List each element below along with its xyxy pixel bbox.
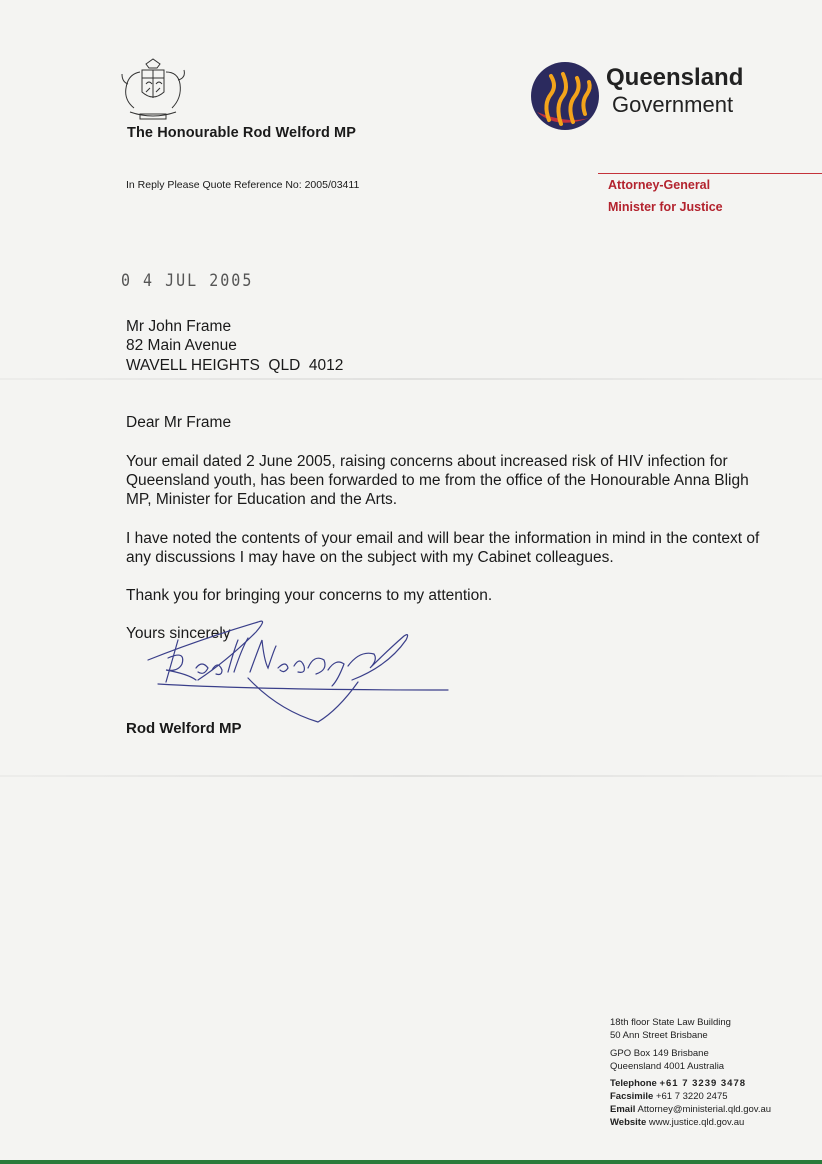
footer-address-line: 18th floor State Law Building [610,1017,731,1028]
gov-title: Queensland [606,64,744,91]
recipient-street: 82 Main Avenue [126,337,237,354]
queensland-government-logo-icon [527,60,603,132]
closing: Yours sincerely [126,625,231,642]
recipient-locality: WAVELL HEIGHTS QLD 4012 [126,357,344,374]
handwritten-signature-icon [138,610,458,735]
facsimile-row [610,1090,771,1103]
department-title: Attorney-General [608,178,711,192]
gov-subtitle: Government [612,92,734,117]
facsimile-label: Facsimile [610,1091,654,1102]
telephone-label: Telephone [610,1078,657,1089]
body-paragraph: Thank you for bringing your concerns to my attention. [126,587,493,604]
coat-of-arms-icon [116,58,190,124]
fold-line [0,775,822,777]
email-row [610,1103,771,1116]
salutation: Dear Mr Frame [126,414,232,431]
signatory-name: Rod Welford MP [126,720,242,737]
telephone-number: +61 7 3239 3478 [659,1078,747,1089]
fold-line [0,378,822,380]
page-edge [0,1160,822,1164]
facsimile-number: +61 7 3220 2475 [655,1091,728,1102]
minister-name: The Honourable Rod Welford MP [127,125,356,141]
recipient-name: Mr John Frame [126,318,232,335]
footer-address [610,1016,731,1042]
date-stamp: 0 4 JUL 2005 [121,270,254,291]
body-paragraph: Your email dated 2 June 2005, raising concerns about increased risk of HIV infection for Queensland youth, has been forwarded to me from the office of the Honourable Anna Bligh MP, Minister for Education and the Arts. [126,453,749,508]
body-paragraph: I have noted the contents of your email and will bear the information in mind in the context of any discussions I may have on the subject with my Cabinet colleagues. [126,530,760,566]
footer-contacts [610,1077,771,1129]
email-link[interactable]: Attorney@ministerial.qld.gov.au [637,1104,772,1115]
footer-postal [610,1047,724,1073]
department-subtitle: Minister for Justice [608,200,723,214]
footer-postal-line: Queensland 4001 Australia [610,1061,725,1072]
email-label: Email [610,1104,636,1115]
header-rule [598,173,822,174]
reference-number: In Reply Please Quote Reference No: 2005/03411 [126,179,360,191]
website-row [610,1116,771,1129]
website-link[interactable]: www.justice.qld.gov.au [648,1117,745,1128]
website-label: Website [610,1117,647,1128]
footer-address-line: 50 Ann Street Brisbane [610,1030,708,1041]
footer-postal-line: GPO Box 149 Brisbane [610,1048,709,1059]
telephone-row [610,1077,771,1090]
